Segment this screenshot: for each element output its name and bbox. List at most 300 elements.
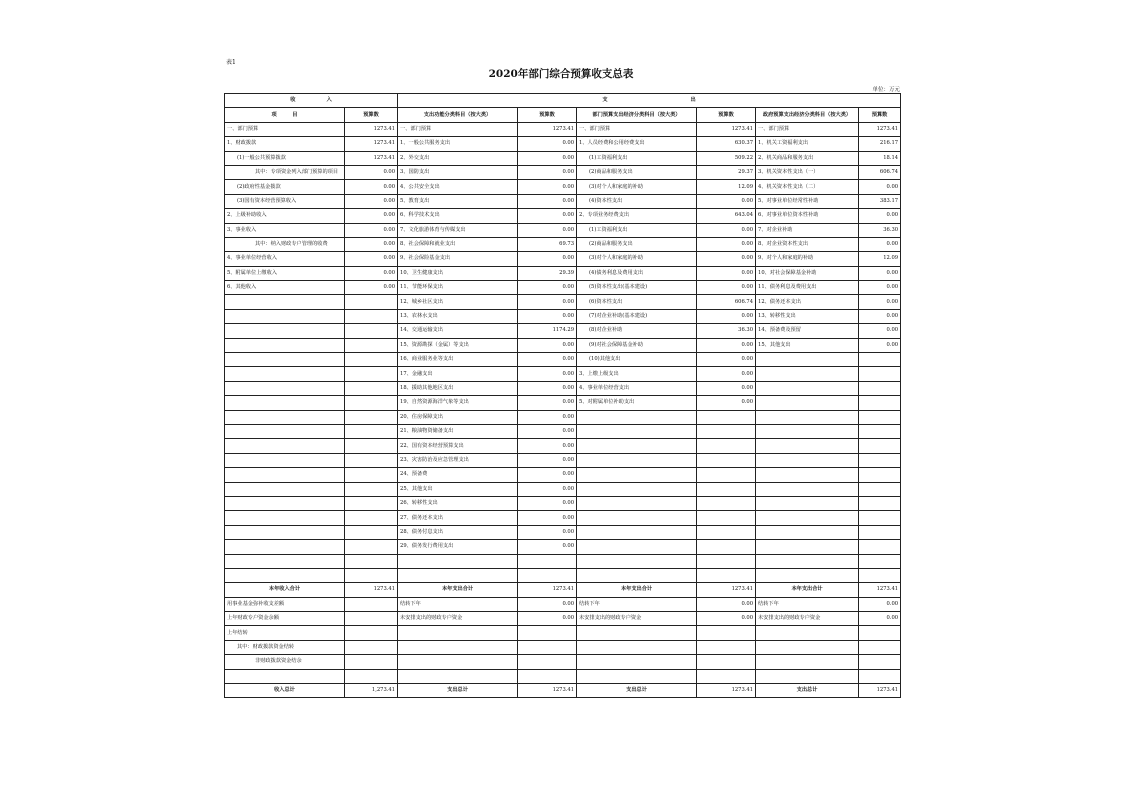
table-row — [225, 396, 901, 410]
totals-row — [225, 583, 901, 597]
extra-row — [225, 669, 901, 683]
amount-cell: 0.00 — [518, 453, 577, 467]
amount-cell: 0.00 — [697, 194, 756, 208]
item-cell: (3)国有资本经营预算收入 — [225, 194, 345, 208]
item-cell — [756, 453, 859, 467]
amount-cell: 12.09 — [859, 252, 901, 266]
amount-cell — [345, 453, 398, 467]
amount-cell — [345, 554, 398, 568]
item-cell: (2)政府性基金拨款 — [225, 180, 345, 194]
item-cell: 19、自然资源海洋气象等支出 — [398, 396, 518, 410]
item-cell: 3、上缴上级支出 — [577, 367, 697, 381]
item-cell: 未安排支出的财政专户资金 — [577, 612, 697, 626]
item-header: 项 目 — [225, 108, 345, 122]
table-row — [225, 223, 901, 237]
table-row — [225, 367, 901, 381]
item-cell: 21、粮油物资储备支出 — [398, 424, 518, 438]
amount-cell — [345, 597, 398, 611]
amount-cell — [697, 669, 756, 683]
grand-total-value: 1273.41 — [697, 684, 756, 698]
item-cell — [756, 640, 859, 654]
item-cell: (1)一般公共预算拨款 — [225, 151, 345, 165]
table-row — [225, 540, 901, 554]
amount-cell: 0.00 — [518, 410, 577, 424]
item-cell: 4、事业单位经营收入 — [225, 252, 345, 266]
item-cell: 3、事业收入 — [225, 223, 345, 237]
amount-cell — [345, 511, 398, 525]
amount-cell: 0.00 — [518, 309, 577, 323]
amount-cell — [859, 554, 901, 568]
total-value: 1273.41 — [859, 583, 901, 597]
item-cell: 1、财政拨款 — [225, 137, 345, 151]
header-row-2 — [225, 108, 901, 122]
amount-cell: 0.00 — [697, 396, 756, 410]
item-cell — [756, 655, 859, 669]
item-cell — [577, 468, 697, 482]
amount-cell — [345, 655, 398, 669]
income-header: 收 入 — [225, 94, 398, 108]
item-cell — [756, 424, 859, 438]
item-cell: 用事业基金弥补收支差额 — [225, 597, 345, 611]
item-cell — [756, 367, 859, 381]
item-cell: (1)工资福利支出 — [577, 151, 697, 165]
amount-cell — [518, 568, 577, 582]
extra-row — [225, 626, 901, 640]
table-row — [225, 295, 901, 309]
item-cell — [756, 468, 859, 482]
item-cell: 2、上级补助收入 — [225, 209, 345, 223]
item-cell — [225, 367, 345, 381]
amount-cell — [859, 410, 901, 424]
amount-cell — [859, 568, 901, 582]
item-cell: 5、附属单位上缴收入 — [225, 266, 345, 280]
amount-cell: 0.00 — [518, 295, 577, 309]
amount-cell: 630.37 — [697, 137, 756, 151]
grand-total-label: 支出总计 — [577, 684, 697, 698]
grand-total-value: 1273.41 — [859, 684, 901, 698]
amount-cell: 0.00 — [859, 338, 901, 352]
amount-cell: 0.00 — [345, 252, 398, 266]
item-cell: 7、文化旅游体育与传媒支出 — [398, 223, 518, 237]
extra-row — [225, 612, 901, 626]
item-cell: 12、城乡社区支出 — [398, 295, 518, 309]
amount-cell: 383.17 — [859, 194, 901, 208]
amount-cell — [518, 554, 577, 568]
item-cell: 8、社会保障和就业支出 — [398, 237, 518, 251]
amount-cell — [345, 626, 398, 640]
item-cell — [225, 540, 345, 554]
amount-cell — [345, 468, 398, 482]
item-cell — [225, 324, 345, 338]
amount-cell: 0.00 — [697, 353, 756, 367]
item-cell: 16、商业服务业等支出 — [398, 353, 518, 367]
amount-cell: 0.00 — [518, 367, 577, 381]
amount-cell: 0.00 — [345, 237, 398, 251]
amount-cell: 0.00 — [697, 237, 756, 251]
amount-cell: 29.39 — [518, 266, 577, 280]
amount-cell: 0.00 — [518, 252, 577, 266]
item-cell: (3)对个人和家庭的补助 — [577, 180, 697, 194]
amount-cell: 0.00 — [518, 353, 577, 367]
amount-cell: 606.74 — [697, 295, 756, 309]
table-row — [225, 165, 901, 179]
amount-cell — [697, 568, 756, 582]
amount-cell — [518, 669, 577, 683]
item-cell — [225, 424, 345, 438]
item-cell — [756, 396, 859, 410]
item-cell: 22、国有资本经营预算支出 — [398, 439, 518, 453]
amount-cell — [345, 612, 398, 626]
table-row — [225, 237, 901, 251]
item-cell: 2、机关商品和服务支出 — [756, 151, 859, 165]
amount-cell: 0.00 — [518, 525, 577, 539]
amount-cell: 0.00 — [697, 252, 756, 266]
item-cell — [756, 482, 859, 496]
table-row — [225, 482, 901, 496]
item-cell: 24、预备费 — [398, 468, 518, 482]
amount-cell: 1273.41 — [859, 122, 901, 136]
amount-cell — [697, 468, 756, 482]
table-row — [225, 180, 901, 194]
item-cell: 结转下年 — [577, 597, 697, 611]
amount-cell — [518, 626, 577, 640]
table-row — [225, 122, 901, 136]
item-cell: (8)对企业补助 — [577, 324, 697, 338]
extra-row — [225, 655, 901, 669]
amount-cell: 216.17 — [859, 137, 901, 151]
amount-cell: 36.30 — [697, 324, 756, 338]
item-cell — [756, 540, 859, 554]
item-cell: 其中：纳入财政专户管理的收费 — [225, 237, 345, 251]
item-cell: 28、债务付息支出 — [398, 525, 518, 539]
table-row — [225, 424, 901, 438]
amount-cell — [345, 525, 398, 539]
amount-cell: 0.00 — [518, 338, 577, 352]
amount-cell — [697, 453, 756, 467]
amount-cell — [859, 439, 901, 453]
table-row — [225, 410, 901, 424]
amount-cell — [859, 655, 901, 669]
amount-cell: 0.00 — [859, 309, 901, 323]
item-cell — [577, 655, 697, 669]
item-cell: 上年财政专户资金余额 — [225, 612, 345, 626]
amount-cell — [859, 424, 901, 438]
amount-cell — [697, 640, 756, 654]
total-value: 1273.41 — [345, 583, 398, 597]
amount-cell: 0.00 — [859, 612, 901, 626]
item-cell: 其中：财政拨款资金结转 — [225, 640, 345, 654]
amount-cell — [697, 439, 756, 453]
amount-cell: 0.00 — [697, 338, 756, 352]
item-cell: 10、卫生健康支出 — [398, 266, 518, 280]
item-cell: 14、预备费及预留 — [756, 324, 859, 338]
amount-cell: 0.00 — [697, 612, 756, 626]
amount-cell — [697, 482, 756, 496]
amount-cell: 0.00 — [859, 237, 901, 251]
amount-cell: 0.00 — [518, 439, 577, 453]
item-cell: 13、农林水支出 — [398, 309, 518, 323]
table-row — [225, 439, 901, 453]
item-cell: (4)债务利息及费用支出 — [577, 266, 697, 280]
amount-cell: 29.37 — [697, 165, 756, 179]
item-cell — [577, 626, 697, 640]
expense-header: 支 出 — [398, 94, 901, 108]
amount-cell — [345, 482, 398, 496]
amount-cell — [345, 669, 398, 683]
dept-econ-class-header: 部门预算支出经济分类科目（按大类） — [577, 108, 697, 122]
amount-cell: 0.00 — [697, 309, 756, 323]
item-cell — [577, 540, 697, 554]
item-cell — [225, 381, 345, 395]
budget-table — [224, 93, 901, 698]
amount-cell — [859, 540, 901, 554]
grand-total-value: 1273.41 — [518, 684, 577, 698]
table-row — [225, 151, 901, 165]
item-cell — [756, 511, 859, 525]
amount-cell: 69.73 — [518, 237, 577, 251]
item-cell — [225, 511, 345, 525]
item-cell: 一、部门预算 — [225, 122, 345, 136]
item-cell: 3、国防支出 — [398, 165, 518, 179]
table-row — [225, 266, 901, 280]
amount-cell: 0.00 — [697, 367, 756, 381]
amount-cell — [859, 482, 901, 496]
budget-header: 预算数 — [859, 108, 901, 122]
item-cell — [756, 525, 859, 539]
item-cell: 29、债务发行费用支出 — [398, 540, 518, 554]
item-cell: (4)资本性支出 — [577, 194, 697, 208]
item-cell — [756, 410, 859, 424]
amount-cell — [345, 295, 398, 309]
amount-cell — [859, 640, 901, 654]
amount-cell: 0.00 — [518, 496, 577, 510]
amount-cell: 0.00 — [345, 223, 398, 237]
table-row — [225, 137, 901, 151]
amount-cell — [345, 424, 398, 438]
table-row — [225, 338, 901, 352]
item-cell: 23、灾害防治及应急管理支出 — [398, 453, 518, 467]
total-label: 本年收入合计 — [225, 583, 345, 597]
item-cell — [577, 511, 697, 525]
item-cell: 一、部门预算 — [398, 122, 518, 136]
amount-cell — [345, 496, 398, 510]
item-cell: (7)对企业补助(基本建设) — [577, 309, 697, 323]
item-cell — [398, 568, 518, 582]
table-row — [225, 468, 901, 482]
item-cell — [398, 626, 518, 640]
item-cell — [225, 525, 345, 539]
amount-cell — [345, 309, 398, 323]
table-row — [225, 209, 901, 223]
grand-total-label: 支出总计 — [756, 684, 859, 698]
amount-cell — [697, 554, 756, 568]
item-cell: 一、部门预算 — [577, 122, 697, 136]
item-cell: 非财政拨款资金结余 — [225, 655, 345, 669]
item-cell: (5)资本性支出(基本建设) — [577, 281, 697, 295]
item-cell: 5、对事业单位经常性补助 — [756, 194, 859, 208]
item-cell: 未安排支出的财政专户资金 — [756, 612, 859, 626]
item-cell — [577, 554, 697, 568]
amount-cell: 1273.41 — [697, 122, 756, 136]
item-cell — [577, 640, 697, 654]
page-title: 2020年部门综合预算收支总表 — [488, 68, 634, 80]
item-cell: 其中：专项资金列入部门预算的项目 — [225, 165, 345, 179]
amount-cell: 0.00 — [518, 468, 577, 482]
amount-cell — [859, 468, 901, 482]
item-cell: 25、其他支出 — [398, 482, 518, 496]
item-cell — [398, 655, 518, 669]
item-cell — [577, 568, 697, 582]
item-cell: 17、金融支出 — [398, 367, 518, 381]
budget-header: 预算数 — [345, 108, 398, 122]
amount-cell — [345, 568, 398, 582]
item-cell: 10、对社会保障基金补助 — [756, 266, 859, 280]
amount-cell: 0.00 — [345, 266, 398, 280]
func-class-header: 支出功能分类科目（按大类） — [398, 108, 518, 122]
amount-cell — [859, 511, 901, 525]
item-cell: 结转下年 — [398, 597, 518, 611]
amount-cell: 0.00 — [697, 281, 756, 295]
table-row — [225, 309, 901, 323]
item-cell: 一、部门预算 — [756, 122, 859, 136]
table-row — [225, 281, 901, 295]
item-cell — [225, 353, 345, 367]
amount-cell: 12.09 — [697, 180, 756, 194]
amount-cell — [859, 396, 901, 410]
amount-cell: 0.00 — [518, 180, 577, 194]
table-row — [225, 525, 901, 539]
item-cell: 14、交通运输支出 — [398, 324, 518, 338]
amount-cell — [345, 640, 398, 654]
item-cell — [756, 626, 859, 640]
item-cell — [225, 482, 345, 496]
item-cell — [398, 554, 518, 568]
item-cell — [225, 568, 345, 582]
item-cell: 26、转移性支出 — [398, 496, 518, 510]
item-cell: 6、其他收入 — [225, 281, 345, 295]
amount-cell: 0.00 — [859, 180, 901, 194]
amount-cell — [859, 626, 901, 640]
item-cell: (3)对个人和家庭的补助 — [577, 252, 697, 266]
total-value: 1273.41 — [518, 583, 577, 597]
grand-total-value: 1,273.41 — [345, 684, 398, 698]
item-cell — [577, 482, 697, 496]
amount-cell — [345, 324, 398, 338]
amount-cell — [345, 540, 398, 554]
item-cell — [225, 669, 345, 683]
grand-total-row — [225, 684, 901, 698]
item-cell — [756, 568, 859, 582]
item-cell: 未安排支出的财政专户资金 — [398, 612, 518, 626]
budget-header: 预算数 — [518, 108, 577, 122]
table-row — [225, 252, 901, 266]
amount-cell: 1273.41 — [345, 137, 398, 151]
item-cell: 4、机关资本性支出（二） — [756, 180, 859, 194]
amount-cell: 0.00 — [859, 266, 901, 280]
item-cell: 5、教育支出 — [398, 194, 518, 208]
amount-cell: 0.00 — [518, 151, 577, 165]
item-cell: 结转下年 — [756, 597, 859, 611]
item-cell — [577, 669, 697, 683]
item-cell: (2)商品和服务支出 — [577, 165, 697, 179]
amount-cell — [345, 396, 398, 410]
extra-row — [225, 640, 901, 654]
amount-cell — [859, 496, 901, 510]
gov-econ-class-header: 政府预算支出经济分类科目（按大类） — [756, 108, 859, 122]
table-row — [225, 568, 901, 582]
item-cell — [398, 640, 518, 654]
amount-cell: 0.00 — [697, 381, 756, 395]
extra-row — [225, 597, 901, 611]
item-cell — [225, 554, 345, 568]
total-value: 1273.41 — [697, 583, 756, 597]
item-cell — [756, 554, 859, 568]
item-cell: 12、债务还本支出 — [756, 295, 859, 309]
amount-cell — [345, 367, 398, 381]
item-cell — [577, 424, 697, 438]
table-number-tag: 表1 — [226, 59, 236, 66]
amount-cell: 0.00 — [859, 281, 901, 295]
item-cell: (2)商品和服务支出 — [577, 237, 697, 251]
amount-cell: 0.00 — [859, 209, 901, 223]
item-cell: (1)工资福利支出 — [577, 223, 697, 237]
item-cell: 2、外交支出 — [398, 151, 518, 165]
item-cell: 7、对企业补助 — [756, 223, 859, 237]
amount-cell — [697, 655, 756, 669]
item-cell: 8、对企业资本性支出 — [756, 237, 859, 251]
item-cell — [756, 353, 859, 367]
amount-cell: 0.00 — [345, 180, 398, 194]
table-row — [225, 353, 901, 367]
amount-cell: 0.00 — [518, 424, 577, 438]
amount-cell: 0.00 — [345, 281, 398, 295]
budget-header: 预算数 — [697, 108, 756, 122]
table-row — [225, 324, 901, 338]
item-cell: 3、机关资本性支出（一） — [756, 165, 859, 179]
item-cell: 4、事业单位经营支出 — [577, 381, 697, 395]
amount-cell — [345, 439, 398, 453]
item-cell — [225, 496, 345, 510]
item-cell: 2、专项业务经费支出 — [577, 209, 697, 223]
amount-cell: 0.00 — [697, 266, 756, 280]
amount-cell: 643.04 — [697, 209, 756, 223]
item-cell: 4、公共安全支出 — [398, 180, 518, 194]
item-cell — [577, 439, 697, 453]
item-cell: 27、债务还本支出 — [398, 511, 518, 525]
total-label: 本年支出合计 — [577, 583, 697, 597]
amount-cell: 0.00 — [518, 165, 577, 179]
amount-cell: 18.14 — [859, 151, 901, 165]
item-cell — [577, 453, 697, 467]
amount-cell — [859, 525, 901, 539]
amount-cell: 0.00 — [518, 396, 577, 410]
amount-cell: 0.00 — [518, 194, 577, 208]
item-cell — [225, 396, 345, 410]
item-cell — [225, 453, 345, 467]
amount-cell: 1174.29 — [518, 324, 577, 338]
amount-cell: 0.00 — [859, 324, 901, 338]
amount-cell: 0.00 — [518, 482, 577, 496]
amount-cell — [518, 640, 577, 654]
item-cell: 6、对事业单位资本性补助 — [756, 209, 859, 223]
amount-cell: 36.30 — [859, 223, 901, 237]
unit-label: 单位：万元 — [872, 87, 900, 93]
amount-cell — [345, 410, 398, 424]
item-cell — [577, 525, 697, 539]
amount-cell: 0.00 — [518, 223, 577, 237]
amount-cell: 0.00 — [859, 597, 901, 611]
amount-cell — [859, 353, 901, 367]
